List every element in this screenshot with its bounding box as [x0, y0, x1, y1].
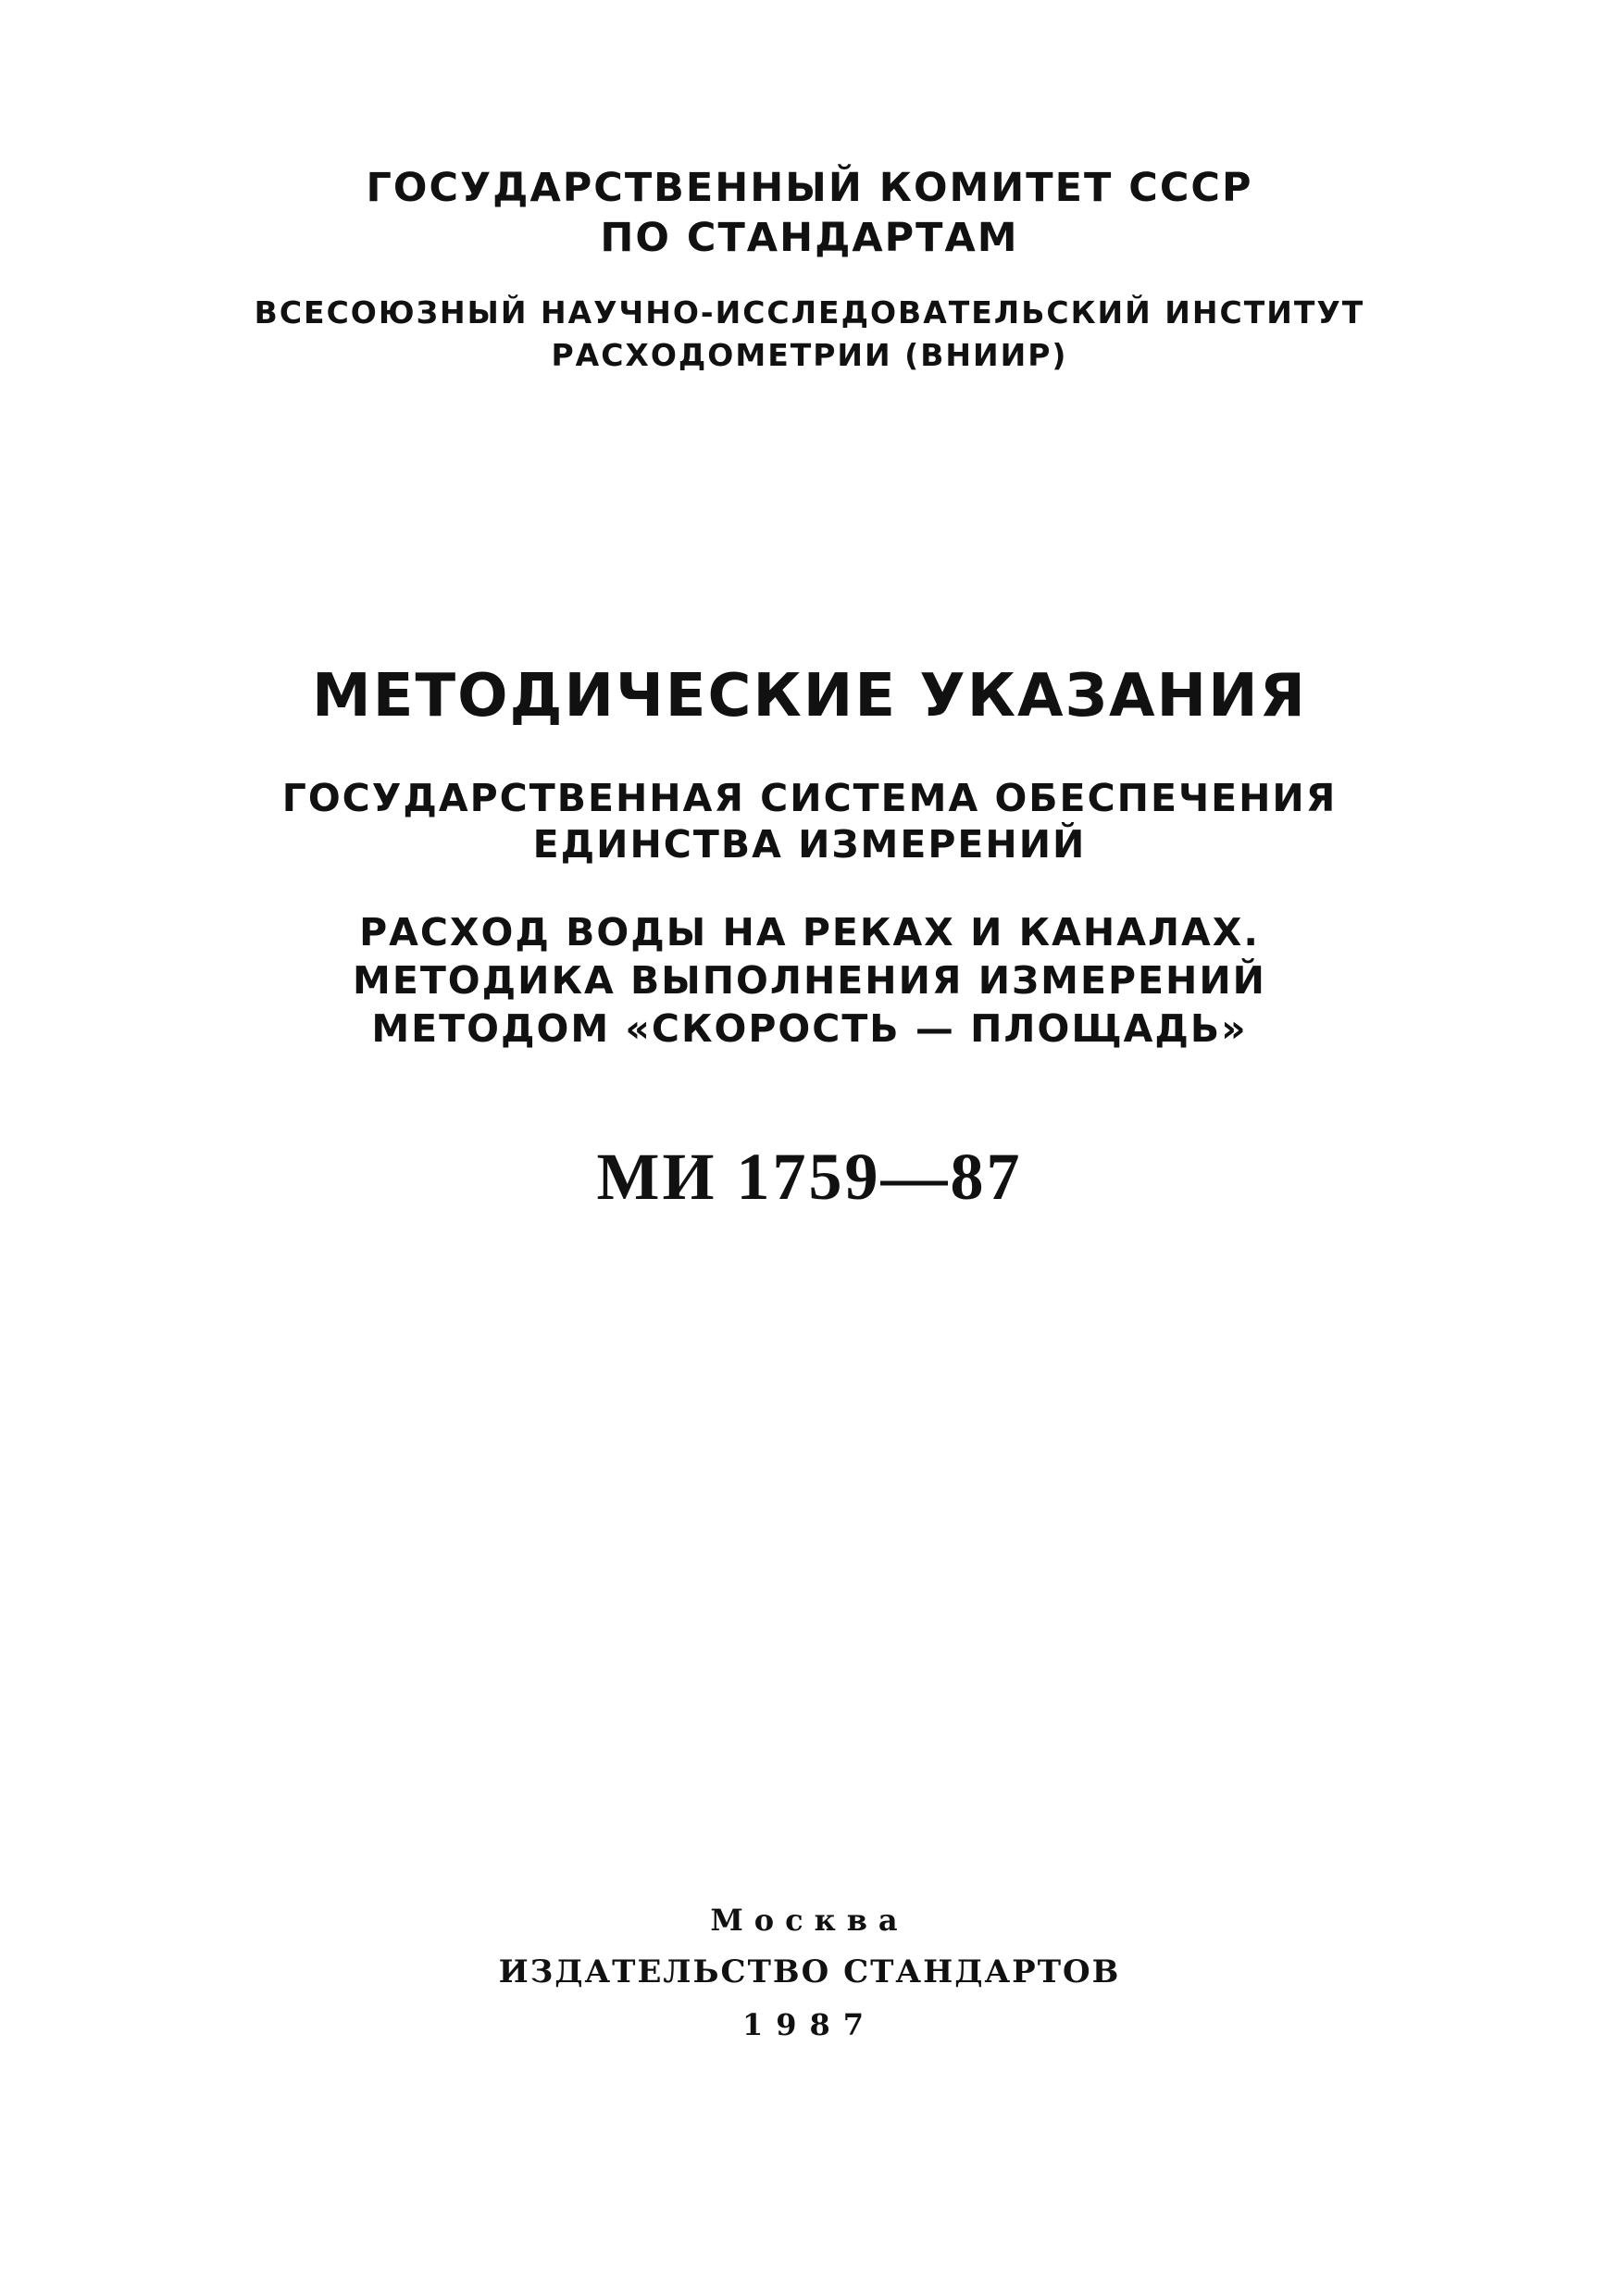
system-name-line-1: ГОСУДАРСТВЕННАЯ СИСТЕМА ОБЕСПЕЧЕНИЯ [281, 776, 1338, 820]
committee-name-line-2: ПО СТАНДАРТАМ [600, 215, 1019, 261]
publisher-name: ИЗДАТЕЛЬСТВО СТАНДАРТОВ [498, 1953, 1121, 1990]
subject-line-1: РАСХОД ВОДЫ НА РЕКАХ И КАНАЛАХ. [359, 910, 1260, 955]
publication-year: 1987 [741, 2007, 878, 2042]
committee-name-line-1: ГОСУДАРСТВЕННЫЙ КОМИТЕТ СССР [366, 165, 1253, 211]
institute-name-line-1: ВСЕСОЮЗНЫЙ НАУЧНО-ИССЛЕДОВАТЕЛЬСКИЙ ИНСТИТУТ [254, 294, 1365, 331]
subject-line-2: МЕТОДИКА ВЫПОЛНЕНИЯ ИЗМЕРЕНИЙ [353, 958, 1266, 1003]
subject-line-3: МЕТОДОМ «СКОРОСТЬ — ПЛОЩАДЬ» [371, 1006, 1248, 1051]
document-title: МЕТОДИЧЕСКИЕ УКАЗАНИЯ [312, 662, 1307, 730]
publication-city: Москва [710, 1903, 909, 1938]
institute-name-line-2: РАСХОДОМЕТРИИ (ВНИИР) [551, 337, 1068, 373]
document-code: МИ 1759—87 [596, 1140, 1023, 1214]
system-name-line-2: ЕДИНСТВА ИЗМЕРЕНИЙ [532, 822, 1087, 867]
